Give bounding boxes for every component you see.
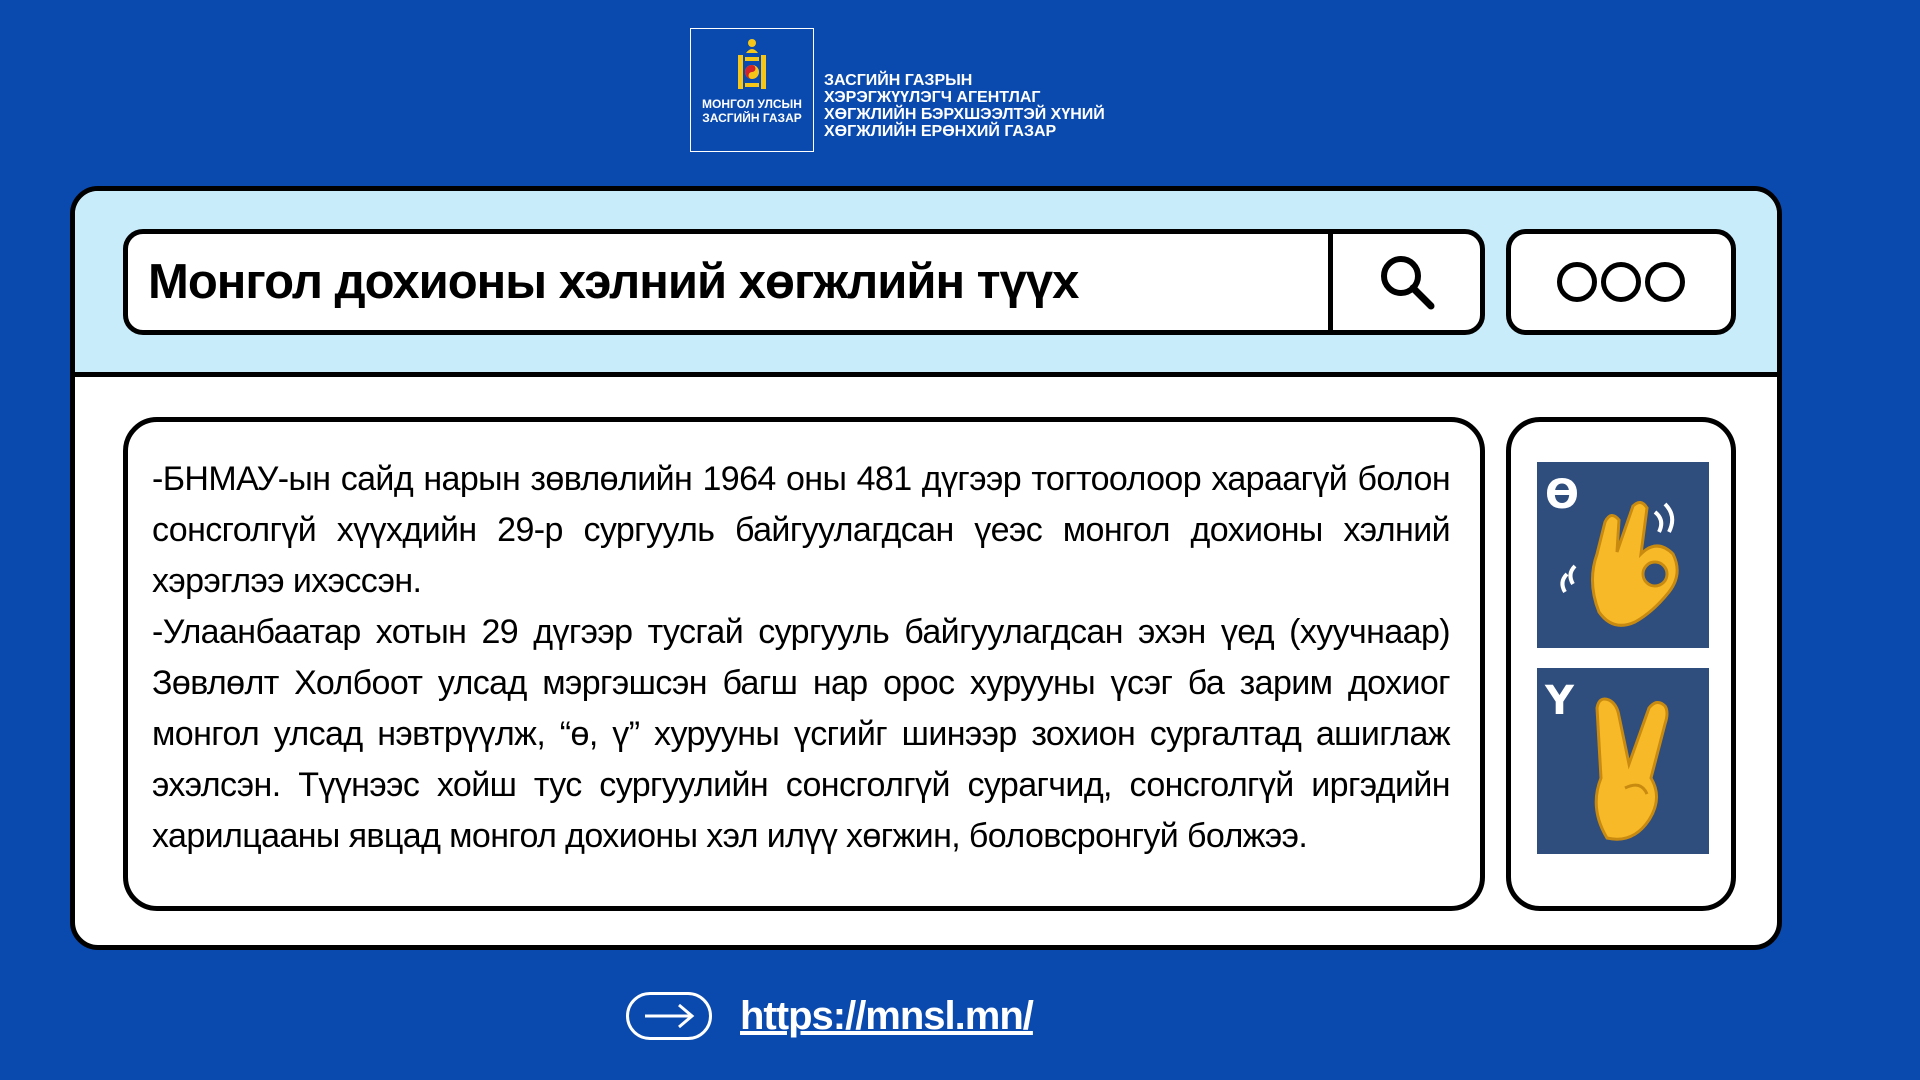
header-logo <box>690 26 1105 154</box>
history-paragraph-1: -БНМАУ-ын сайд нарын зөвлөлийн 1964 оны 481 дүгээр тогтоолоор хараагүй болон сонсголгүй хүүхдийн 29-р сургууль байгуулагдсан үеэс монгол дохионы хэлний хэрэглээ ихэссэн. <box>152 460 1450 600</box>
search-button[interactable] <box>1328 234 1480 330</box>
soyombo-icon <box>732 37 772 93</box>
circle-icon <box>1601 262 1641 302</box>
search-bar[interactable] <box>123 229 1485 335</box>
sign-card-ue <box>1537 668 1709 854</box>
agency-line: ХӨГЖЛИЙН БЭРХШЭЭЛТЭЙ ХҮНИЙ <box>824 106 1105 123</box>
agency-line: ХЭРЭГЖҮҮЛЭГЧ АГЕНТЛАГ <box>824 89 1041 106</box>
browser-topbar <box>75 191 1777 377</box>
sign-letter: Ү <box>1545 678 1574 724</box>
search-input[interactable]: Монгол дохионы хэлний хөгжлийн түүх <box>148 255 1079 309</box>
ok-hand-sign-icon <box>1537 462 1709 648</box>
agency-line: ХӨГЖЛИЙН ЕРӨНХИЙ ГАЗАР <box>824 123 1057 140</box>
government-emblem <box>690 28 814 152</box>
arrow-right-icon <box>641 1002 697 1030</box>
sign-letter: Ө <box>1545 472 1580 518</box>
emblem-caption: МОНГОЛ УЛСЫН ЗАСГИЙН ГАЗАР <box>702 97 802 125</box>
agency-name <box>824 72 1105 140</box>
v-hand-sign-icon <box>1537 668 1709 854</box>
website-link[interactable]: https://mnsl.mn/ <box>740 993 1033 1038</box>
agency-line: ЗАСГИЙН ГАЗРЫН <box>824 72 973 89</box>
circle-icon <box>1645 262 1685 302</box>
arrow-button[interactable] <box>626 992 712 1040</box>
content-panel <box>123 417 1485 911</box>
history-paragraph-2: -Улаанбаатар хотын 29 дүгээр тусгай сургууль байгуулагдсан эхэн үед (хуучнаар) Зөвлөлт Холбоот улсад мэргэшсэн багш нар орос хурууны үсэг ба зарим дохиог монгол улсад нэвтрүүлж, “ө, ү” хурууны үсгийг шинээр зохион сургалтад ашиглаж эхэлсэн. Түүнээс хойш тус сургуулийн сонсголгүй сурагчид, сонсголгүй иргэдийн харилцааны явцад монгол дохионы хэл илүү хөгжин, боловсронгуй болжээ. <box>152 613 1450 855</box>
menu-button[interactable] <box>1506 229 1736 335</box>
circle-icon <box>1557 262 1597 302</box>
footer <box>626 988 1033 1044</box>
search-icon <box>1375 250 1439 314</box>
browser-window <box>70 186 1782 950</box>
sign-panel <box>1506 417 1736 911</box>
sign-card-oe <box>1537 462 1709 648</box>
